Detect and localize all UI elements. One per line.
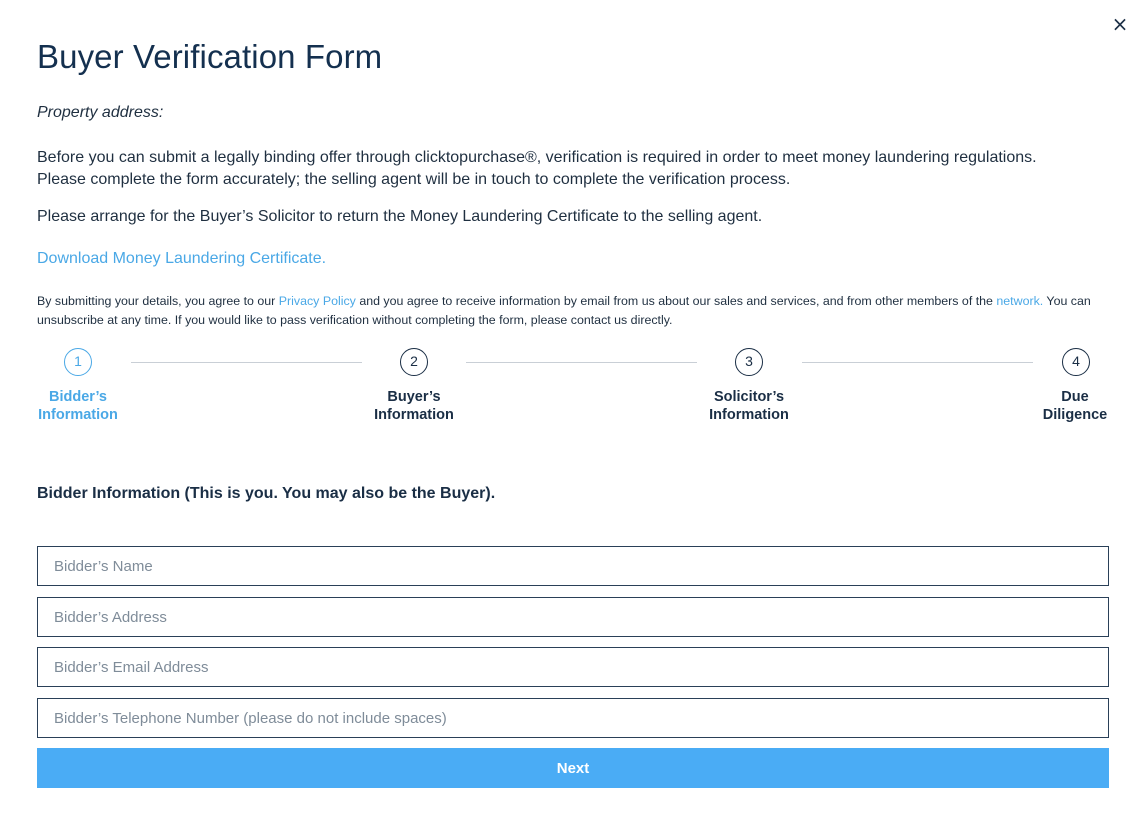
- privacy-policy-link[interactable]: Privacy Policy: [278, 294, 356, 308]
- bidder-email-input[interactable]: [37, 647, 1109, 687]
- step-3-label-line-1: Solicitor’s: [713, 389, 785, 405]
- solicitor-note: Please arrange for the Buyer’s Solicitor to return the Money Laundering Certificate to the selling agent.: [37, 208, 763, 225]
- step-4-label[interactable]: [1005, 388, 1144, 424]
- step-2-label-line-2: Information: [374, 407, 454, 423]
- step-1-label-line-1: Bidder’s: [48, 389, 107, 405]
- network-link[interactable]: network.: [996, 294, 1044, 308]
- step-1-label-line-2: Information: [38, 407, 118, 423]
- close-icon[interactable]: ×: [1111, 12, 1129, 36]
- property-address-label: Property address:: [37, 104, 164, 121]
- step-4-label-line-2: Diligence: [1042, 407, 1108, 423]
- step-3-circle[interactable]: 3: [735, 348, 763, 376]
- next-button[interactable]: Next: [37, 748, 1109, 788]
- step-4-label-line-1: Due: [1061, 389, 1089, 405]
- step-4-circle[interactable]: 4: [1062, 348, 1090, 376]
- bidder-telephone-input[interactable]: [37, 698, 1109, 738]
- step-3-label[interactable]: [679, 388, 819, 424]
- section-heading: Bidder Information (This is you. You may also be the Buyer).: [37, 485, 496, 502]
- step-2-label[interactable]: [344, 388, 484, 424]
- intro-line-1: Before you can submit a legally binding offer through clicktopurchase®, verification is required in order to meet money laundering regulations.: [37, 149, 1037, 166]
- bidder-name-input[interactable]: [37, 546, 1109, 586]
- page-title: Buyer Verification Form: [37, 38, 383, 75]
- consent-text: [37, 292, 1112, 330]
- consent-part-3: You can unsubscribe at any time. If you would like to pass verification without completing the form, please contact us directly.: [37, 294, 1091, 327]
- consent-part-1: By submitting your details, you agree to our: [37, 294, 279, 308]
- step-1-label[interactable]: [8, 388, 148, 424]
- step-2-circle[interactable]: 2: [400, 348, 428, 376]
- step-1-circle[interactable]: 1: [64, 348, 92, 376]
- bidder-address-input[interactable]: [37, 597, 1109, 637]
- intro-text: [37, 147, 1117, 191]
- step-3-label-line-2: Information: [709, 407, 789, 423]
- step-connector-3: [802, 362, 1033, 363]
- step-2-label-line-1: Buyer’s: [387, 389, 441, 405]
- step-connector-2: [466, 362, 697, 363]
- download-certificate-link[interactable]: Download Money Laundering Certificate.: [37, 250, 327, 267]
- consent-part-2: and you agree to receive information by email from us about our sales and services, and from other members of the: [355, 294, 997, 308]
- step-connector-1: [131, 362, 362, 363]
- intro-line-2: Please complete the form accurately; the selling agent will be in touch to complete the verification process.: [37, 171, 791, 188]
